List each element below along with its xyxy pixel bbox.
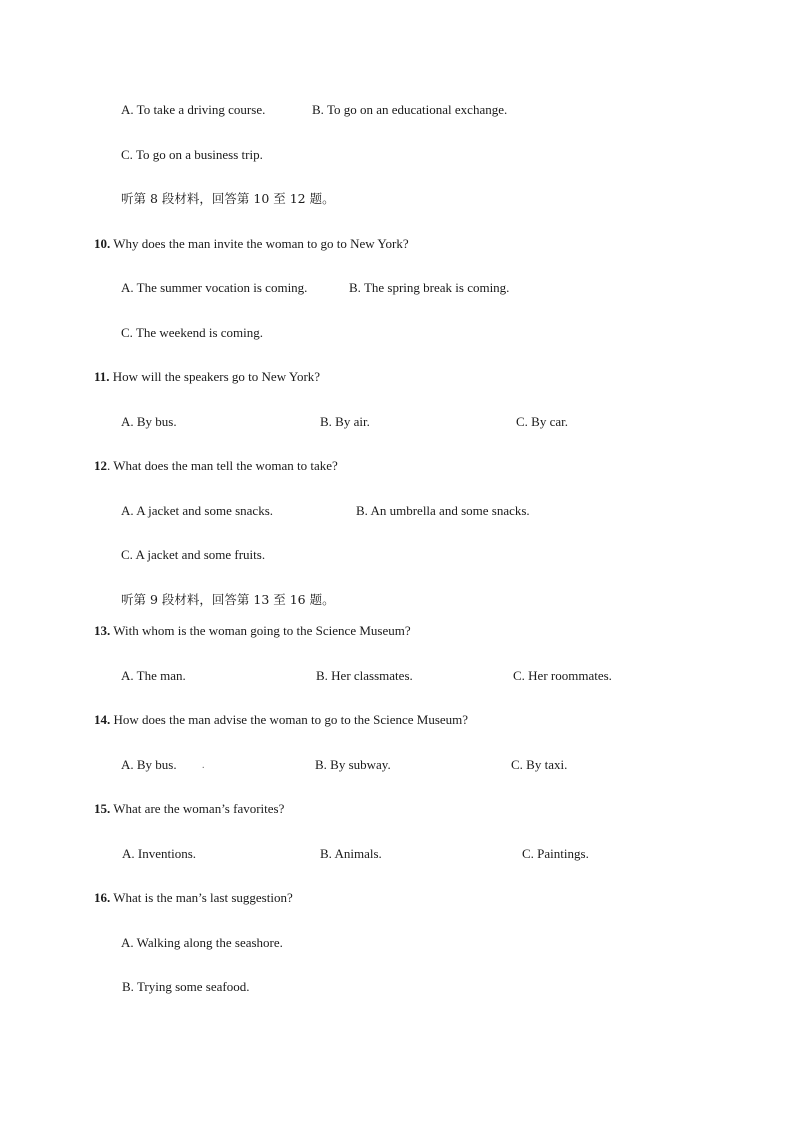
question-13 bbox=[94, 623, 411, 639]
q14-option-a: A. By bus. bbox=[121, 757, 177, 772]
q14-option-c: C. By taxi. bbox=[511, 757, 568, 772]
stray-dot-mark: . bbox=[202, 760, 205, 771]
question-text: What is the man’s last suggestion? bbox=[113, 890, 293, 905]
q10-option-c: C. The weekend is coming. bbox=[121, 325, 264, 340]
q12-option-b: B. An umbrella and some snacks. bbox=[356, 503, 530, 518]
section-8-instruction: 听第 8 段材料，回答第 10 至 12 题。 bbox=[121, 191, 335, 206]
q12-option-c: C. A jacket and some fruits. bbox=[121, 547, 266, 562]
q15-option-c: C. Paintings. bbox=[522, 846, 589, 861]
question-text: How will the speakers go to New York? bbox=[112, 369, 321, 384]
question-text: . What does the man tell the woman to take? bbox=[107, 458, 338, 473]
q16-option-a: A. Walking along the seashore. bbox=[121, 935, 283, 950]
question-text: How does the man advise the woman to go to the Science Museum? bbox=[113, 712, 469, 727]
question-number: 11. bbox=[94, 369, 110, 384]
question-15 bbox=[94, 801, 284, 817]
question-number: 10. bbox=[94, 236, 111, 251]
q11-option-a: A. By bus. bbox=[121, 414, 177, 429]
question-text: What are the woman’s favorites? bbox=[113, 801, 285, 816]
question-14 bbox=[94, 712, 468, 728]
q11-option-c: C. By car. bbox=[516, 414, 568, 429]
q9-option-c: C. To go on a business trip. bbox=[121, 147, 263, 162]
question-12 bbox=[94, 458, 338, 474]
q15-option-b: B. Animals. bbox=[320, 846, 382, 861]
q13-option-a: A. The man. bbox=[121, 668, 186, 683]
q16-option-b: B. Trying some seafood. bbox=[122, 979, 250, 994]
q11-option-b: B. By air. bbox=[320, 414, 370, 429]
question-number: 13. bbox=[94, 623, 111, 638]
q10-option-b: B. The spring break is coming. bbox=[349, 280, 510, 295]
question-10 bbox=[94, 236, 409, 252]
question-text: With whom is the woman going to the Science Museum? bbox=[113, 623, 411, 638]
q15-option-a: A. Inventions. bbox=[122, 846, 197, 861]
question-16 bbox=[94, 890, 293, 906]
question-number: 14. bbox=[94, 712, 111, 727]
question-11 bbox=[94, 369, 320, 385]
question-number: 15. bbox=[94, 801, 111, 816]
question-number: 16. bbox=[94, 890, 111, 905]
q9-option-a: A. To take a driving course. bbox=[121, 102, 266, 117]
q14-option-b: B. By subway. bbox=[315, 757, 391, 772]
question-number: 12 bbox=[94, 458, 107, 473]
q12-option-a: A. A jacket and some snacks. bbox=[121, 503, 274, 518]
q13-option-b: B. Her classmates. bbox=[316, 668, 413, 683]
q13-option-c: C. Her roommates. bbox=[513, 668, 612, 683]
q9-option-b: B. To go on an educational exchange. bbox=[312, 102, 508, 117]
section-9-instruction: 听第 9 段材料，回答第 13 至 16 题。 bbox=[121, 592, 335, 607]
q10-option-a: A. The summer vocation is coming. bbox=[121, 280, 308, 295]
question-text: Why does the man invite the woman to go to New York? bbox=[113, 236, 409, 251]
